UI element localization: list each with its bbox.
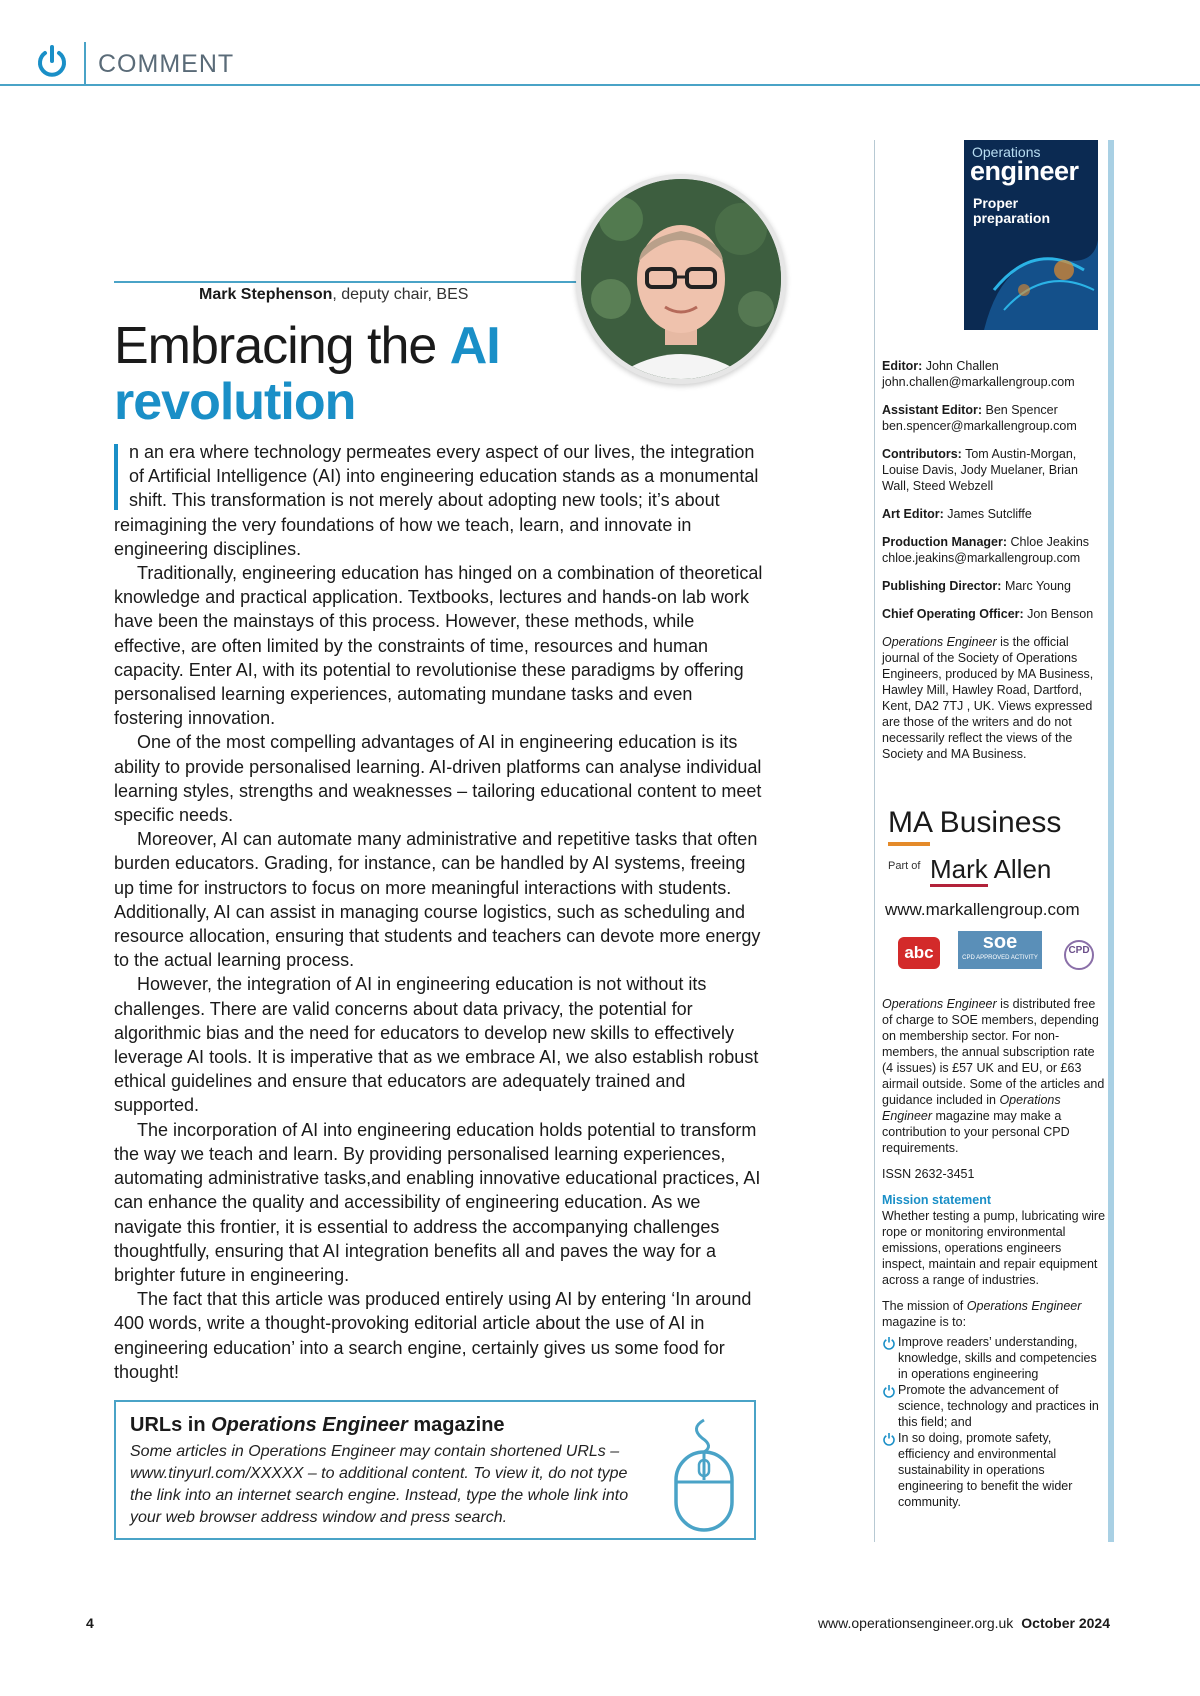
- publication-notice-text: is the official journal of the Society of Operations Engineers, produced by MA Business, Hawley Mill, Hawley Road, Dartford, Kent, DA2 7TJ , UK. Views expressed are those of the writers and do not necessarily reflect the views of the Society and MA Business.: [882, 635, 1094, 761]
- page-number: 4: [86, 1615, 94, 1631]
- url-box-heading-post: magazine: [407, 1414, 505, 1436]
- mission-bullet: [882, 1382, 1106, 1430]
- drop-cap-bar: [114, 444, 118, 510]
- magazine-cover: [964, 140, 1098, 330]
- mission-heading: Mission statement: [882, 1193, 992, 1207]
- credit-publishing-director: [882, 578, 1106, 594]
- mission-intro-pre: The mission of: [882, 1299, 967, 1313]
- distribution-notice: [882, 996, 1106, 1156]
- credits-panel: [882, 358, 1106, 774]
- sidebar-right-rule: [1108, 140, 1114, 1542]
- mark-allen-logo: Mark Allen: [930, 854, 1052, 884]
- mission-bullet-text: Promote the advancement of science, technology and practices in this field; and: [898, 1383, 1099, 1429]
- soe-badge: [958, 931, 1042, 969]
- url-box-heading: [130, 1414, 740, 1437]
- issn: ISSN 2632-3451: [882, 1167, 975, 1181]
- credit-value: Chloe Jeakins: [1010, 535, 1090, 549]
- publication-name: Operations Engineer: [882, 1093, 1061, 1123]
- header-rule: [0, 84, 1200, 86]
- credit-value: Tom Austin-Morgan, Louise Davis, Jody Muelaner, Brian Wall, Steed Webzell: [882, 447, 1078, 493]
- part-of-label: Part of: [888, 860, 921, 872]
- publisher-url: www.markallengroup.com: [885, 900, 1080, 919]
- credit-coo: [882, 606, 1106, 622]
- url-box-text: Some articles in Operations Engineer may contain shortened URLs – www.tinyurl.com/XXXXX – to additional content. To view it, do not type the link into an internet search engine. Instead, type the whole link into your web browser address window and press search.: [130, 1443, 629, 1526]
- title-line2: revolution: [114, 373, 356, 431]
- cover-masthead: engineer: [970, 156, 1079, 186]
- distribution-text: is distributed free of charge to SOE members, depending on membership sector. For non-members, the annual subscription rate (4 issues) is £57 UK and EU, or £63 airmail outside. Some of the articles and guidance included in: [882, 997, 1105, 1107]
- page-title: [114, 318, 674, 430]
- article-paragraph: One of the most compelling advantages of AI in engineering education is its ability to provide personalised learning. AI-driven platforms can analyse individual learning styles, strengths and weaknesses – tailoring educational content to meet specific needs.: [114, 732, 762, 826]
- mission-intro: [882, 1298, 1106, 1330]
- byline: [199, 286, 468, 304]
- distribution-text: magazine may make a contribution to your personal CPD requirements.: [882, 1109, 1070, 1155]
- publication-notice: [882, 634, 1106, 762]
- credit-editor: [882, 358, 1106, 390]
- credit-email: chloe.jeakins@markallengroup.com: [882, 551, 1081, 565]
- sidebar-left-rule: [874, 140, 875, 1542]
- credit-value: Jon Benson: [1027, 607, 1094, 621]
- mission-text: Whether testing a pump, lubricating wire rope or monitoring environmental emissions, operations engineers inspect, maintain and repair equipment across a range of industries.: [882, 1209, 1106, 1287]
- title-highlight-ai: AI: [449, 317, 500, 375]
- footer-url[interactable]: www.operationsengineer.org.uk: [817, 1615, 1014, 1631]
- article-paragraph: Moreover, AI can automate many administrative and repetitive tasks that often burden educators. Grading, for instance, can be handled by AI systems, freeing up time for instructors to focus on more meaningful interactions with students. Additionally, AI can assist in managing course logistics, such as scheduling and resource allocation, ensuring that students and teachers can devote more energy to the actual learning process.: [114, 829, 761, 971]
- byline-rule: [114, 281, 594, 283]
- credit-label: Publishing Director:: [882, 579, 1002, 593]
- credit-label: Contributors:: [882, 447, 962, 461]
- power-icon: [882, 1432, 896, 1446]
- cover-masthead-top: Operations: [972, 144, 1041, 160]
- ma-business-logo: MA Business: [888, 806, 1062, 839]
- credit-email: ben.spencer@markallengroup.com: [882, 419, 1077, 433]
- cpd-badge: CPD: [1064, 940, 1094, 970]
- article-paragraph: Traditionally, engineering education has hinged on a combination of theoretical knowledge and practical application. Textbooks, lectures and hands-on lab work have been the mainstays of this process. However, these methods, while effective, are often limited by the constraints of time, resources and human capacity. Enter AI, with its potential to revolutionise these paradigms by offering personalised learning experiences, automating mundane tasks and even fostering innovation.: [114, 563, 763, 729]
- footer-info: [818, 1615, 1110, 1631]
- power-icon: [882, 1384, 896, 1398]
- power-icon: [34, 44, 70, 80]
- credit-email: john.challen@markallengroup.com: [882, 375, 1075, 389]
- author-role: , deputy chair, BES: [332, 286, 469, 303]
- publication-name: Operations Engineer: [882, 997, 997, 1011]
- credit-value: John Challen: [925, 359, 999, 373]
- section-label: COMMENT: [98, 50, 235, 78]
- url-info-box: [114, 1400, 756, 1540]
- credit-value: Ben Spencer: [985, 403, 1058, 417]
- header-divider: [84, 42, 86, 84]
- footer-date: October 2024: [1021, 1615, 1110, 1631]
- ma-business-underline: [888, 842, 930, 846]
- publication-name: Operations Engineer: [966, 1299, 1082, 1313]
- soe-badge-subtext: CPD APPROVED ACTIVITY: [962, 955, 1038, 961]
- credit-label: Production Manager:: [882, 535, 1008, 549]
- mission-bullet: [882, 1334, 1106, 1382]
- article-paragraph: [114, 440, 766, 561]
- soe-badge-text: soe: [982, 931, 1018, 953]
- power-icon: [882, 1336, 896, 1350]
- credit-label: Art Editor:: [882, 507, 944, 521]
- distribution-panel: [882, 996, 1106, 1510]
- mission-bullet-text: Improve readers’ understanding, knowledge, skills and competencies in operations engineering: [898, 1335, 1097, 1381]
- article-paragraph: However, the integration of AI in engineering education is not without its challenges. There are valid concerns about data privacy, the potential for algorithmic bias and the need for educators to develop new skills to effectively leverage AI tools. It is imperative that as we embrace AI, we also establish robust ethical guidelines and ensure that educators are adequately trained and supported.: [114, 974, 759, 1116]
- mission-bullet-text: In so doing, promote safety, efficiency and environmental sustainability in operations engineering to benefit the wider community.: [898, 1431, 1073, 1509]
- article-paragraph-text: n an era where technology permeates every aspect of our lives, the integration of Artificial Intelligence (AI) into engineering education stands as a monumental shift. This transformation is not merely about adopting new tools; it’s about reimagining the very foundations of how we teach, learn, and innovate in engineering disciplines.: [114, 442, 759, 559]
- url-box-heading-pre: URLs in: [130, 1414, 212, 1436]
- credit-contributors: [882, 446, 1106, 494]
- computer-mouse-icon: [672, 1416, 736, 1534]
- article-paragraph: The incorporation of AI into engineering education holds potential to transform the way we teach and learn. By providing personalised learning experiences, automating administrative tasks,and enabling innovative educational practices, AI can enhance the quality and accessibility of engineering education. As we navigate this frontier, it is essential to address the accompanying challenges thoughtfully, ensuring that AI integration benefits all and paves the way for a brighter future in engineering.: [114, 1119, 761, 1285]
- credit-production-manager: [882, 534, 1106, 566]
- abc-badge: abc: [898, 937, 940, 969]
- url-box-heading-italic: Operations Engineer: [211, 1414, 408, 1436]
- author-name: Mark Stephenson: [199, 286, 333, 303]
- cover-feature: Proper preparation: [973, 195, 1051, 226]
- credit-label: Chief Operating Officer:: [882, 607, 1024, 621]
- article-body: [114, 440, 766, 1384]
- mark-allen-underline: [930, 884, 988, 887]
- credit-art-editor: [882, 506, 1106, 522]
- mission-bullet: [882, 1430, 1106, 1510]
- title-part1: Embracing the: [114, 317, 450, 375]
- credit-value: Marc Young: [1004, 579, 1071, 593]
- publication-name: Operations Engineer: [882, 635, 997, 649]
- mission-intro-post: magazine is to:: [882, 1315, 967, 1329]
- credit-label: Editor:: [882, 359, 923, 373]
- credit-assistant-editor: [882, 402, 1106, 434]
- credit-label: Assistant Editor:: [882, 403, 983, 417]
- article-paragraph: The fact that this article was produced entirely using AI by entering ‘In around 400 words, write a thought-provoking editorial article about the use of AI in engineering education’ into a search engine, certainly gives us some food for thought!: [114, 1289, 752, 1382]
- credit-value: James Sutcliffe: [947, 507, 1032, 521]
